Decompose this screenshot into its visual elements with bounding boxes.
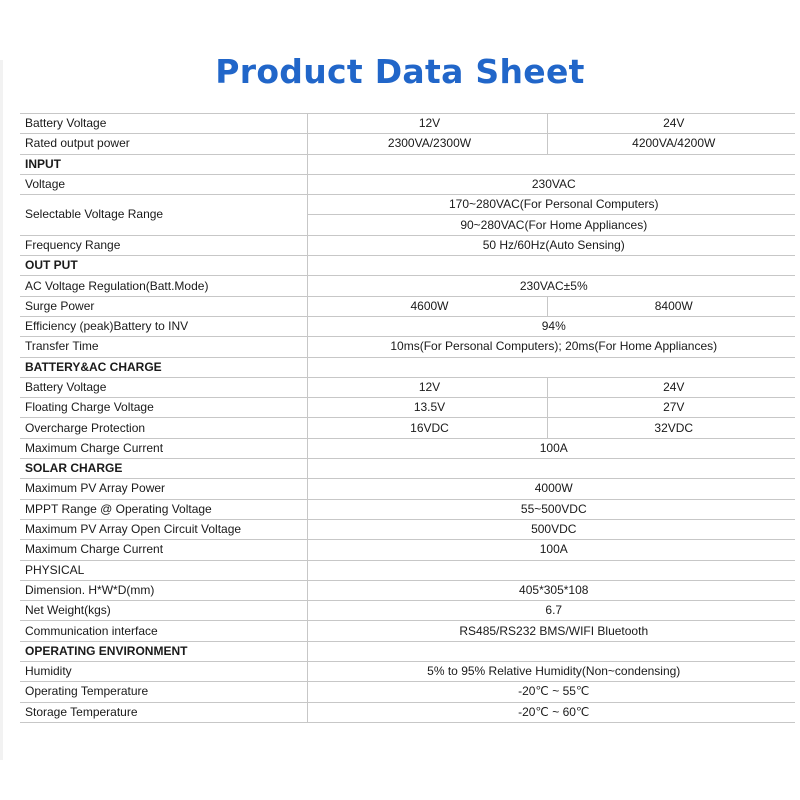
page-edge-shade [0,60,3,760]
spec-label: Dimension. H*W*D(mm) [20,580,307,600]
section-title: SOLAR CHARGE [20,459,307,479]
spec-label: Surge Power [20,296,307,316]
spec-value: 100A [307,540,795,560]
spec-value-12v: 4600W [307,296,547,316]
spec-label: Maximum PV Array Open Circuit Voltage [20,519,307,539]
spec-label: Floating Charge Voltage [20,398,307,418]
spec-value-24v: 32VDC [547,418,795,438]
spec-empty-cell [307,560,795,580]
spec-row [20,235,795,255]
spec-label: Communication interface [20,621,307,641]
spec-value: -20℃ ~ 55℃ [307,682,795,702]
spec-value-24v: 24V [547,114,795,134]
spec-label: Maximum Charge Current [20,438,307,458]
spec-label: AC Voltage Regulation(Batt.Mode) [20,276,307,296]
spec-value-12v: 16VDC [307,418,547,438]
spec-value: 90~280VAC(For Home Appliances) [307,215,795,235]
section-title: OPERATING ENVIRONMENT [20,641,307,661]
spec-label: Battery Voltage [20,114,307,134]
spec-row [20,316,795,336]
spec-empty-cell [307,154,795,174]
spec-value: 100A [307,438,795,458]
spec-value: 405*305*108 [307,580,795,600]
spec-row [20,540,795,560]
spec-value: RS485/RS232 BMS/WIFI Bluetooth [307,621,795,641]
spec-value: 4000W [307,479,795,499]
section-header-row [20,641,795,661]
spec-label: Transfer Time [20,337,307,357]
spec-label: Frequency Range [20,235,307,255]
spec-label: Maximum Charge Current [20,540,307,560]
section-header-row [20,357,795,377]
spec-empty-cell [307,459,795,479]
spec-row [20,499,795,519]
spec-row [20,519,795,539]
spec-row [20,114,795,134]
spec-label: Operating Temperature [20,682,307,702]
spec-value: 230VAC [307,174,795,194]
spec-row [20,601,795,621]
spec-value-12v: 12V [307,114,547,134]
spec-row [20,377,795,397]
section-title: INPUT [20,154,307,174]
spec-value-24v: 8400W [547,296,795,316]
spec-empty-cell [307,357,795,377]
spec-row [20,418,795,438]
spec-label: MPPT Range @ Operating Voltage [20,499,307,519]
section-header-row [20,459,795,479]
section-header-row [20,256,795,276]
spec-value: 94% [307,316,795,336]
spec-value: 500VDC [307,519,795,539]
spec-value: -20℃ ~ 60℃ [307,702,795,722]
spec-row [20,621,795,641]
spec-row [20,296,795,316]
spec-label: Overcharge Protection [20,418,307,438]
spec-row [20,276,795,296]
spec-empty-cell [307,641,795,661]
spec-label: Efficiency (peak)Battery to INV [20,316,307,336]
spec-label: Maximum PV Array Power [20,479,307,499]
spec-value: 6.7 [307,601,795,621]
spec-label: Battery Voltage [20,377,307,397]
spec-value-24v: 24V [547,377,795,397]
spec-value: 50 Hz/60Hz(Auto Sensing) [307,235,795,255]
page-title: Product Data Sheet [215,52,585,91]
spec-label: Storage Temperature [20,702,307,722]
spec-row [20,398,795,418]
spec-row [20,682,795,702]
spec-row [20,134,795,154]
spec-value-12v: 12V [307,377,547,397]
spec-label: Selectable Voltage Range [20,195,307,236]
spec-row [20,195,795,215]
spec-value-12v: 2300VA/2300W [307,134,547,154]
section-title: OUT PUT [20,256,307,276]
spec-label: Humidity [20,662,307,682]
spec-label: PHYSICAL [20,560,307,580]
spec-row [20,580,795,600]
spec-value: 55~500VDC [307,499,795,519]
spec-row [20,560,795,580]
spec-value: 230VAC±5% [307,276,795,296]
spec-row [20,479,795,499]
spec-row [20,438,795,458]
section-header-row [20,154,795,174]
spec-row [20,174,795,194]
spec-value-24v: 27V [547,398,795,418]
spec-row [20,662,795,682]
spec-row [20,337,795,357]
spec-value-12v: 13.5V [307,398,547,418]
spec-table [20,113,795,723]
spec-value-24v: 4200VA/4200W [547,134,795,154]
spec-label: Rated output power [20,134,307,154]
spec-value: 10ms(For Personal Computers); 20ms(For Home Appliances) [307,337,795,357]
section-title: BATTERY&AC CHARGE [20,357,307,377]
spec-row [20,702,795,722]
spec-label: Net Weight(kgs) [20,601,307,621]
spec-value: 170~280VAC(For Personal Computers) [307,195,795,215]
spec-empty-cell [307,256,795,276]
spec-label: Voltage [20,174,307,194]
spec-value: 5% to 95% Relative Humidity(Non~condensing) [307,662,795,682]
